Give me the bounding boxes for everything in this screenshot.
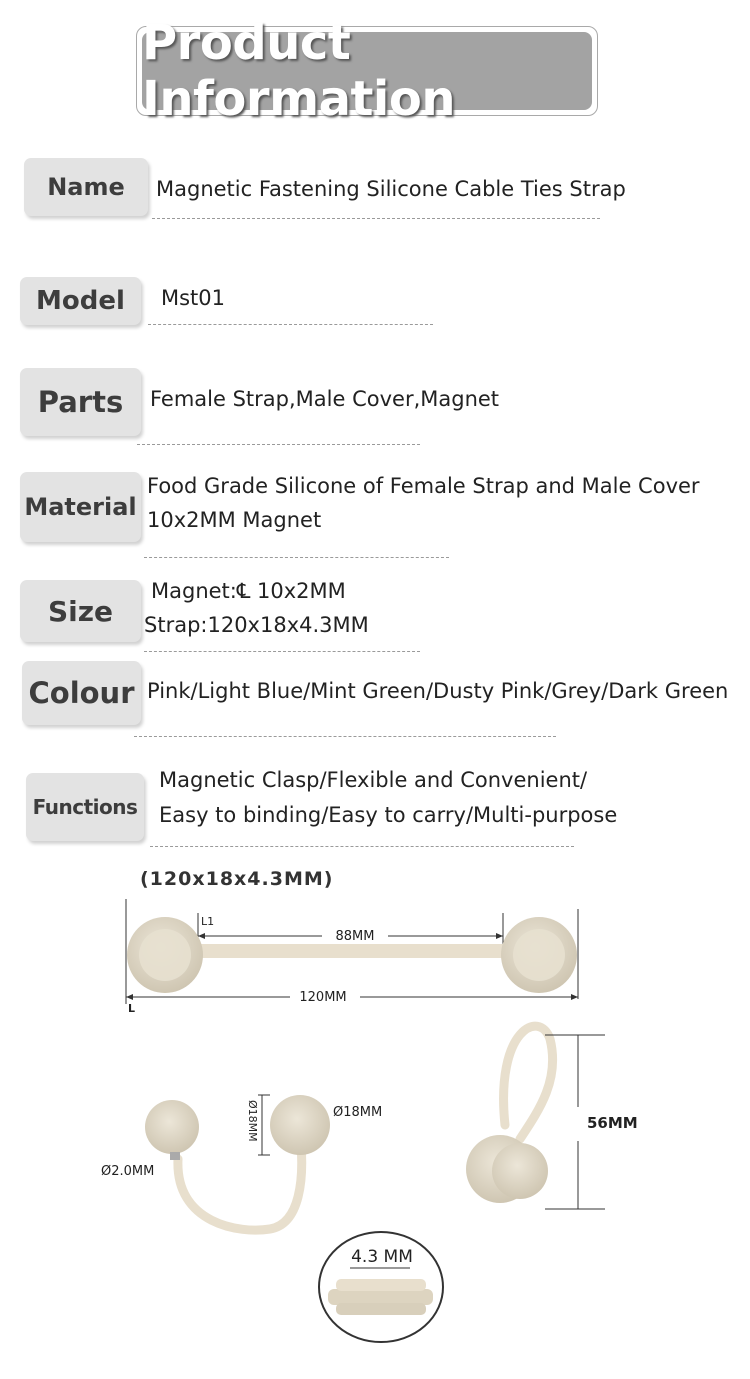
dim-18-vertical-label: Ø18MM (246, 1100, 259, 1142)
strap-loop-view (466, 1026, 638, 1209)
label-parts-text: Parts (37, 385, 124, 419)
dim-l-label: L (128, 1002, 136, 1015)
value-size-line1: Magnet:℄ 10x2MM (151, 579, 346, 603)
dim-thickness-label: 4.3 MM (351, 1247, 413, 1267)
strap-left-cap (127, 917, 203, 993)
label-material (20, 472, 141, 542)
label-size-text: Size (47, 594, 114, 628)
overall-size-caption: (120x18x4.3MM) (140, 868, 334, 890)
value-functions-line2: Easy to binding/Easy to carry/Multi-purpose (159, 803, 618, 827)
label-colour (22, 661, 141, 725)
label-functions (26, 773, 144, 841)
value-colour: Pink/Light Blue/Mint Green/Dusty Pink/Grey/Dark Green (147, 679, 729, 703)
strap-right-cap (501, 917, 577, 993)
label-model-text: Model (36, 286, 125, 316)
value-name: Magnetic Fastening Silicone Cable Ties Strap (156, 177, 626, 201)
divider-parts (137, 444, 420, 445)
value-functions-line1: Magnetic Clasp/Flexible and Convenient/ (159, 768, 588, 792)
value-material-line1: Food Grade Silicone of Female Strap and Male Cover (147, 474, 700, 498)
divider-name (152, 218, 600, 219)
label-functions-text: Functions (32, 795, 138, 819)
dim-18-label: Ø18MM (333, 1105, 383, 1120)
label-size (20, 580, 141, 642)
product-diagram (0, 879, 750, 1379)
value-material-line2: 10x2MM Magnet (147, 508, 322, 532)
dim-56-label: 56MM (587, 1114, 638, 1132)
page-title: Product Information (142, 32, 592, 110)
divider-size (144, 651, 420, 652)
label-name (24, 158, 148, 216)
dim-120-label: 120MM (299, 990, 347, 1005)
label-material-text: Material (24, 493, 137, 521)
value-size-line2: Strap:120x18x4.3MM (144, 613, 369, 637)
dim-88-label: 88MM (335, 929, 375, 944)
thickness-detail (319, 1232, 443, 1342)
divider-material (144, 557, 449, 558)
label-model (20, 277, 141, 325)
dim-l1-label: L1 (201, 915, 215, 928)
label-name-text: Name (47, 173, 125, 201)
value-model: Mst01 (161, 286, 226, 310)
strap-top-view (126, 899, 578, 1015)
value-parts: Female Strap,Male Cover,Magnet (150, 387, 500, 411)
header-banner (136, 15, 598, 127)
label-colour-text: Colour (28, 676, 135, 710)
label-parts (20, 368, 141, 436)
divider-functions (150, 846, 574, 847)
strap-open-view (101, 1095, 382, 1230)
divider-colour (134, 736, 556, 737)
divider-model (148, 324, 433, 325)
dim-2-label: Ø2.0MM (101, 1164, 155, 1179)
